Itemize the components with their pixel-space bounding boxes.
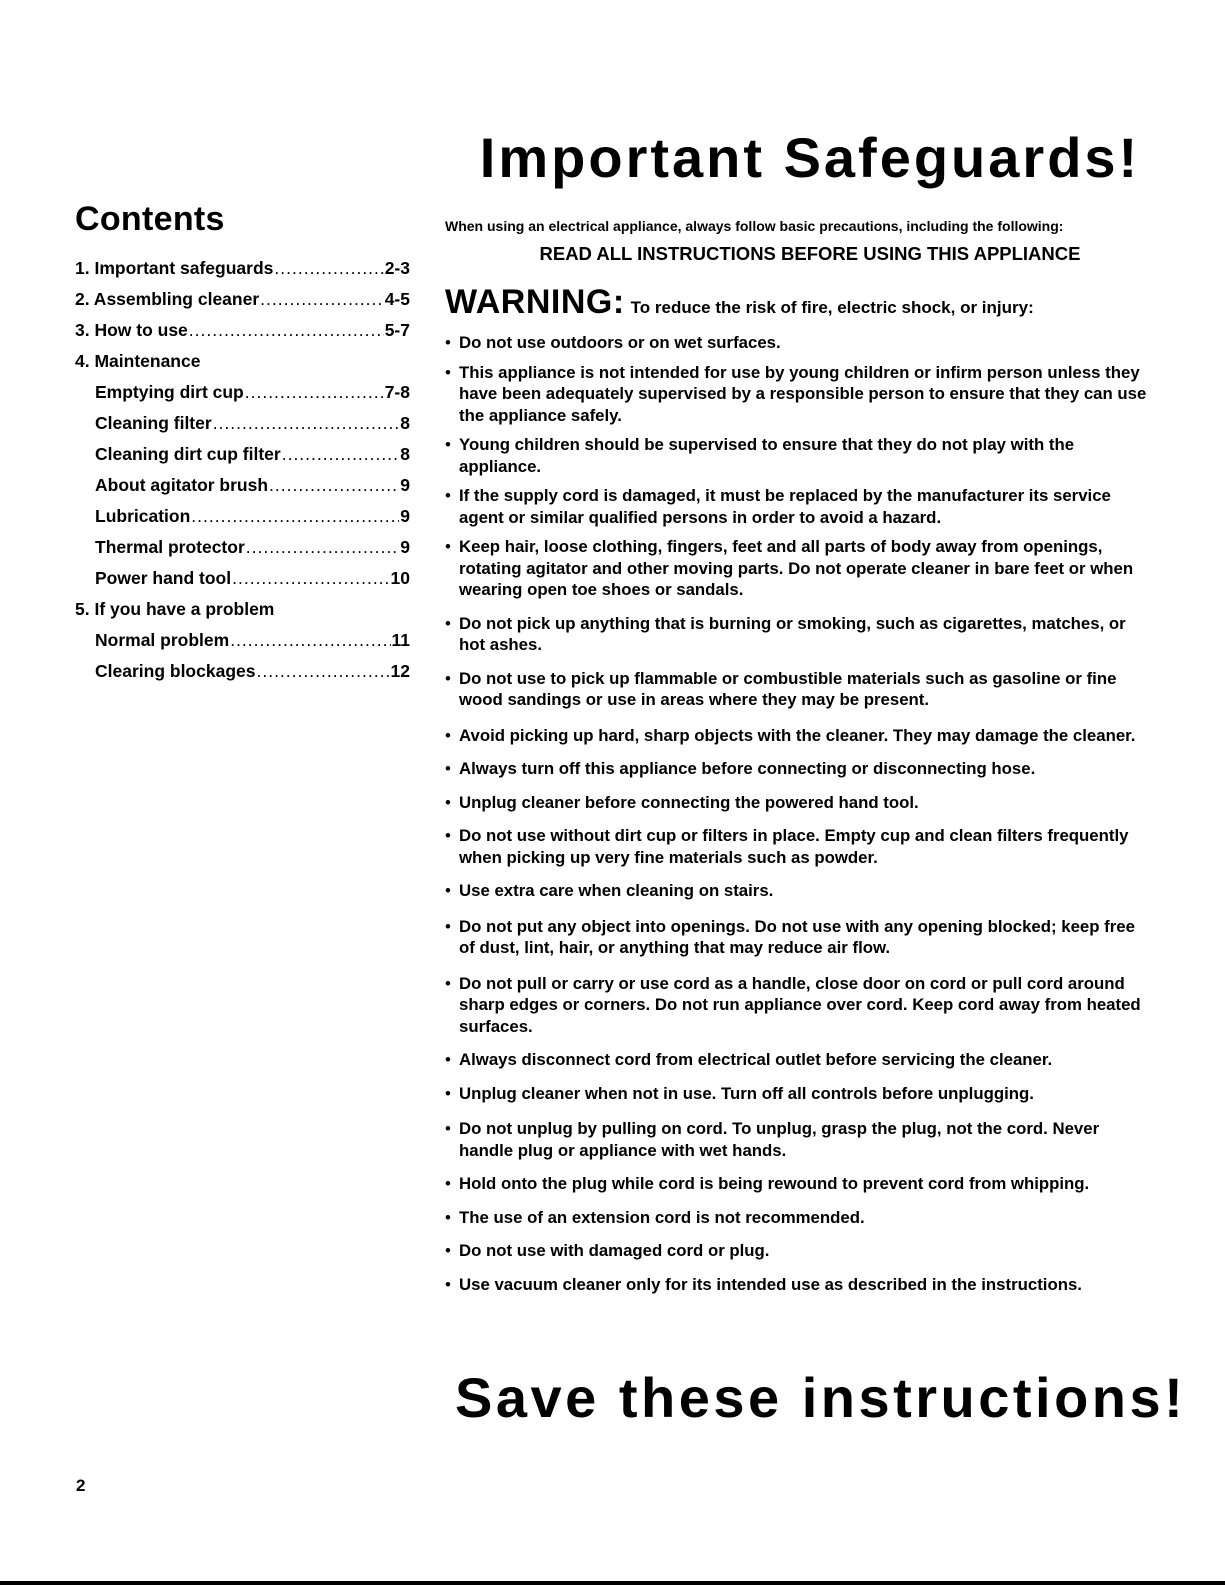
safeguard-text: Always disconnect cord from electrical outlet before servicing the cleaner. <box>459 1050 1053 1069</box>
intro-text: When using an electrical appliance, always follow basic precautions, including the following: <box>445 218 1064 234</box>
safeguards-section <box>445 125 1155 1295</box>
safeguard-item <box>445 362 1155 427</box>
safeguard-text: Do not put any object into openings. Do not use with any opening blocked; keep free of dust, lint, hair, or anything that may reduce air flow. <box>459 916 1135 957</box>
toc-item-page: 8 <box>400 413 410 433</box>
warning-text: To reduce the risk of fire, electric shock, or injury: <box>630 298 1034 317</box>
safeguard-item <box>445 1118 1155 1161</box>
toc-item-label: Thermal protector <box>95 537 245 557</box>
bullet-dot: • <box>445 826 451 845</box>
bullet-dot: • <box>445 333 451 352</box>
bullet-dot: • <box>445 668 451 688</box>
safeguard-text: Do not use to pick up flammable or combustible materials such as gasoline or fine wood sandings or use in areas where they may be present. <box>459 668 1117 709</box>
safeguard-text: Keep hair, loose clothing, fingers, feet and all parts of body away from openings, rotating agitator and other moving parts. Do not operate cleaner in bare feet or when wearing open toe shoes or sandals. <box>459 537 1134 599</box>
toc-leader-dots <box>191 501 399 532</box>
safeguard-text: Hold onto the plug while cord is being rewound to prevent cord from whipping. <box>459 1174 1090 1193</box>
bullet-dot: • <box>445 725 451 745</box>
safeguard-text: Use extra care when cleaning on stairs. <box>459 881 774 900</box>
toc-leader-dots <box>269 470 399 501</box>
bullet-dot: • <box>445 1241 451 1260</box>
toc-item-label: 5. If you have a problem <box>75 599 275 619</box>
toc-item-page: 11 <box>391 630 410 650</box>
toc-item-page: 5-7 <box>384 320 410 340</box>
safeguard-text: If the supply cord is damaged, it must be replaced by the manufacturer its service agent or similar qualified persons in order to avoid a hazard. <box>459 486 1111 527</box>
toc-item-label: 2. Assembling cleaner <box>75 289 260 309</box>
safeguard-text: Unplug cleaner before connecting the powered hand tool. <box>459 792 919 812</box>
toc-item <box>75 284 410 315</box>
warning-word: WARNING: <box>445 283 625 321</box>
toc-leader-dots <box>245 377 384 408</box>
toc-item-label: Clearing blockages <box>95 661 256 681</box>
bullet-dot: • <box>445 1083 451 1103</box>
bullet-dot: • <box>445 759 451 778</box>
toc-item-page: 4-5 <box>384 289 410 309</box>
safeguard-item <box>445 792 1155 814</box>
safeguard-item <box>445 485 1155 528</box>
toc-item-label: 4. Maintenance <box>75 351 201 371</box>
safeguard-text: Do not pick up anything that is burning or smoking, such as cigarettes, matches, or hot ashes. <box>459 613 1126 654</box>
bullet-dot: • <box>445 613 451 633</box>
bullet-dot: • <box>445 537 451 556</box>
safeguard-item <box>445 825 1155 868</box>
bullet-dot: • <box>445 362 451 382</box>
safeguard-text: Unplug cleaner when not in use. Turn off all controls before unplugging. <box>459 1083 1034 1103</box>
table-of-contents <box>75 200 410 687</box>
toc-item-page: 9 <box>400 475 410 495</box>
safeguard-item <box>445 1240 1155 1262</box>
toc-leader-dots <box>282 439 400 470</box>
toc-leader-dots <box>189 315 384 346</box>
warning-line <box>445 283 1155 322</box>
bullet-dot: • <box>445 486 451 505</box>
toc-item-label: Cleaning dirt cup filter <box>95 444 281 464</box>
contents-title: Contents <box>75 200 225 238</box>
safeguard-item <box>445 668 1155 711</box>
toc-leader-dots <box>256 656 389 687</box>
safeguard-list <box>445 332 1155 1295</box>
toc-item <box>75 625 410 656</box>
safeguard-item <box>445 1173 1155 1195</box>
toc-list <box>75 253 410 687</box>
bullet-dot: • <box>445 435 451 454</box>
toc-item <box>75 563 410 594</box>
toc-item-label: Cleaning filter <box>95 413 212 433</box>
toc-item-label: 1. Important safeguards <box>75 258 274 278</box>
page-bottom-rule <box>0 1581 1225 1585</box>
bullet-dot: • <box>445 1274 451 1294</box>
safeguard-item <box>445 1207 1155 1229</box>
toc-leader-dots <box>230 625 390 656</box>
toc-item <box>75 408 410 439</box>
safeguard-item <box>445 916 1155 959</box>
toc-item-page: 2-3 <box>384 258 410 278</box>
bullet-dot: • <box>445 881 451 900</box>
safeguard-item <box>445 1083 1155 1105</box>
toc-leader-dots <box>274 253 383 284</box>
page-number: 2 <box>76 1476 86 1495</box>
toc-leader-dots <box>246 532 400 563</box>
bullet-dot: • <box>445 1050 451 1069</box>
bullet-dot: • <box>445 1174 451 1193</box>
safeguard-text: Use vacuum cleaner only for its intended use as described in the instructions. <box>459 1274 1082 1294</box>
bullet-dot: • <box>445 1119 451 1138</box>
bullet-dot: • <box>445 973 451 993</box>
toc-item-label: Normal problem <box>95 630 230 650</box>
safeguards-title: Important Safeguards! <box>479 126 1141 189</box>
toc-item-label: 3. How to use <box>75 320 188 340</box>
safeguard-item <box>445 880 1155 902</box>
toc-item <box>75 315 410 346</box>
toc-item-page: 7-8 <box>384 382 410 402</box>
safeguard-item <box>445 973 1155 1038</box>
toc-item-label: Emptying dirt cup <box>95 382 244 402</box>
bullet-dot: • <box>445 792 451 812</box>
toc-item <box>75 656 410 687</box>
toc-item <box>75 439 410 470</box>
toc-item <box>75 346 410 377</box>
toc-item-page: 8 <box>400 444 410 464</box>
safeguard-text: Do not use with damaged cord or plug. <box>459 1241 770 1260</box>
toc-item <box>75 377 410 408</box>
toc-item-label: Lubrication <box>95 506 191 526</box>
toc-item <box>75 470 410 501</box>
safeguard-text: The use of an extension cord is not recommended. <box>459 1207 865 1227</box>
safeguard-text: Do not pull or carry or use cord as a handle, close door on cord or pull cord around sharp edges or corners. Do not run appliance over cord. Keep cord away from heated surfaces. <box>459 973 1141 1036</box>
safeguard-text: Avoid picking up hard, sharp objects with the cleaner. They may damage the cleaner. <box>459 725 1136 745</box>
toc-leader-dots <box>260 284 384 315</box>
toc-item-page: 10 <box>390 568 410 588</box>
toc-leader-dots <box>213 408 400 439</box>
safeguard-text: Young children should be supervised to ensure that they do not play with the appliance. <box>459 435 1075 476</box>
safeguard-text: Do not use without dirt cup or filters in place. Empty cup and clean filters frequently when picking up very fine materials such as powder. <box>459 826 1129 867</box>
safeguard-item <box>445 758 1155 780</box>
safeguard-item <box>445 332 1155 354</box>
safeguard-item <box>445 434 1155 477</box>
toc-item-page: 9 <box>400 506 410 526</box>
safeguard-text: This appliance is not intended for use by young children or infirm person unless they have been adequately supervised by a responsible person to ensure that they can use the appliance safely. <box>459 362 1147 425</box>
safeguard-item <box>445 1049 1155 1071</box>
toc-item <box>75 501 410 532</box>
read-all-instructions: READ ALL INSTRUCTIONS BEFORE USING THIS APPLIANCE <box>539 243 1081 264</box>
safeguard-item <box>445 536 1155 601</box>
bullet-dot: • <box>445 1207 451 1227</box>
toc-item-label: Power hand tool <box>95 568 232 588</box>
safeguard-text: Do not use outdoors or on wet surfaces. <box>459 333 781 352</box>
toc-item-page: 9 <box>400 537 410 557</box>
safeguard-text: Do not unplug by pulling on cord. To unplug, grasp the plug, not the cord. Never handle plug or appliance with wet hands. <box>459 1119 1100 1160</box>
toc-item-page: 12 <box>390 661 410 681</box>
toc-item <box>75 532 410 563</box>
safeguard-text: Always turn off this appliance before connecting or disconnecting hose. <box>459 759 1036 778</box>
toc-item <box>75 594 410 625</box>
safeguard-item <box>445 1274 1155 1296</box>
toc-item-label: About agitator brush <box>95 475 269 495</box>
bullet-dot: • <box>445 916 451 936</box>
safeguard-item <box>445 725 1155 747</box>
toc-item <box>75 253 410 284</box>
toc-leader-dots <box>232 563 389 594</box>
save-instructions-heading: Save these instructions! <box>455 1366 1187 1429</box>
safeguard-item <box>445 613 1155 656</box>
